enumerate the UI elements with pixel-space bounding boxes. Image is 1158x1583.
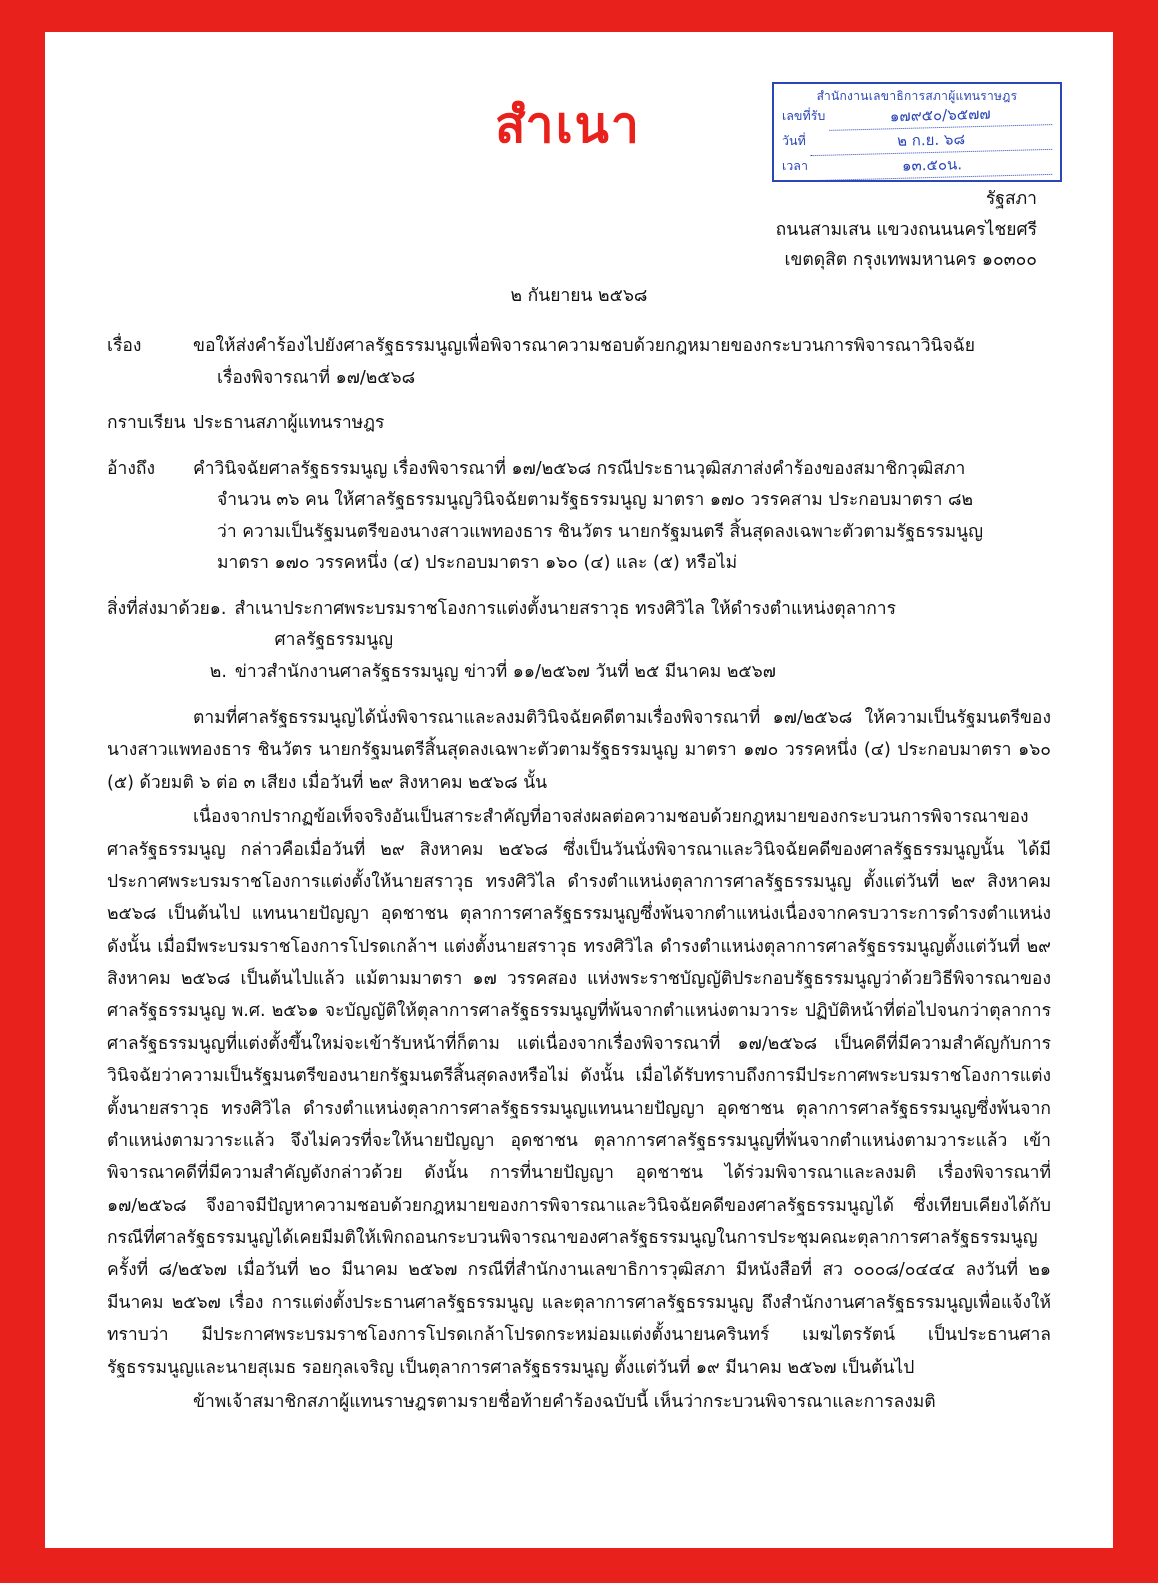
reference-line-4: มาตรา ๑๗๐ วรรคหนึ่ง (๔) ประกอบมาตรา ๑๖๐ (๔) และ (๕) หรือไม่: [217, 553, 738, 573]
copy-stamp: สำเนา: [495, 96, 641, 154]
subject-value: [193, 331, 1051, 394]
receipt-stamp-date-row: [782, 130, 1052, 153]
reference-line-2: จำนวน ๓๖ คน ให้ศาลรัฐธรรมนูญวินิจฉัยตามรัฐธรรมนูญ มาตรา ๑๗๐ วรรคสาม ประกอบมาตรา ๘๒: [217, 490, 974, 510]
enclosure-item: [210, 594, 1051, 657]
document-date: ๒ กันยายน ๒๕๖๘: [510, 286, 648, 306]
receipt-stamp: [772, 82, 1062, 182]
enclosure-text-main: ข่าวสำนักงานศาลรัฐธรรมนูญ ข่าวที่ ๑๑/๒๕๖๗ วันที่ ๒๕ มีนาคม ๒๕๖๗: [234, 661, 776, 682]
enclosure-text: [235, 657, 1051, 689]
document-paper: [45, 32, 1113, 1548]
enclosure-row: [107, 594, 1051, 689]
enclosure-number: ๒.: [209, 661, 227, 682]
reference-line-1: คำวินิจฉัยศาลรัฐธรรมนูญ เรื่องพิจารณาที่ ๑๗/๒๕๖๘ กรณีประธานวุฒิสภาส่งคำร้องของสมาชิกวุฒิสภา: [193, 458, 966, 479]
subject-label: เรื่อง: [107, 336, 142, 356]
addressee-label: กราบเรียน: [107, 413, 186, 433]
receipt-number-value: ๑๗๙๕๐/๖๕๗๗: [829, 102, 1052, 131]
subject-row: [107, 331, 1051, 394]
enclosure-text: [234, 594, 1051, 657]
enclosure-list: [210, 594, 1051, 689]
receipt-date-value: ๒ ก.ย. ๖๘: [810, 127, 1053, 156]
receipt-stamp-office: สำนักงานเลขาธิการสภาผู้แทนราษฎร: [816, 89, 1018, 103]
reference-value: [193, 454, 1051, 580]
addressee-value: ประธานสภาผู้แทนราษฎร: [193, 413, 385, 433]
document-body: [107, 702, 1051, 1418]
receipt-stamp-number-row: [782, 105, 1052, 128]
receipt-time-label: เวลา: [782, 157, 808, 173]
reference-label: อ้างถึง: [107, 458, 156, 479]
body-paragraph-1: ตามที่ศาลรัฐธรรมนูญได้นั่งพิจารณาและลงมติวินิจฉัยคดีตามเรื่องพิจารณาที่ ๑๗/๒๕๖๘ ให้ความเป็นรัฐมนตรีของนางสาวแพทองธาร ชินวัตร นายกรัฐมนตรีสิ้นสุดลงเฉพาะตัวตามรัฐธรรมนูญ มาตรา ๑๗๐ วรรคหนึ่ง (๔) ประกอบมาตรา ๑๖๐ (๕) ด้วยมติ ๖ ต่อ ๓ เสียง เมื่อวันที่ ๒๙ สิงหาคม ๒๕๖๘ นั้น: [107, 708, 1051, 793]
enclosure-number: ๑.: [209, 598, 227, 619]
sender-address: [776, 184, 1037, 276]
addressee-row: [107, 408, 1051, 440]
enclosure-item: [210, 657, 1051, 689]
enclosure-label: สิ่งที่ส่งมาด้วย: [107, 598, 210, 619]
reference-line-3: ว่า ความเป็นรัฐมนตรีของนางสาวแพทองธาร ชินวัตร นายกรัฐมนตรี สิ้นสุดลงเฉพาะตัวตามรัฐธรรมนูญ: [217, 521, 984, 542]
body-tail-line: ข้าพเจ้าสมาชิกสภาผู้แทนราษฎรตามรายชื่อท้ายคำร้องฉบับนี้ เห็นว่ากระบวนพิจารณาและการลงมติ: [193, 1391, 936, 1412]
receipt-date-label: วันที่: [782, 133, 806, 149]
sender-org: รัฐสภา: [985, 189, 1037, 209]
receipt-stamp-time-row: [782, 155, 1052, 178]
receipt-number-label: เลขที่รับ: [782, 108, 826, 124]
document-header: [107, 72, 1051, 277]
subject-line-2: เรื่องพิจารณาที่ ๑๗/๒๕๖๘: [217, 367, 416, 388]
sender-address-line1: ถนนสามเสน แขวงถนนนครไชยศรี: [775, 219, 1037, 240]
enclosure-text-main: สำเนาประกาศพระบรมราชโองการแต่งตั้งนายสราวุธ ทรงศิวิไล ให้ดำรงตำแหน่งตุลาการ: [234, 598, 897, 619]
enclosure-text-sub: ศาลรัฐธรรมนูญ: [274, 630, 394, 650]
reference-row: [107, 454, 1051, 580]
receipt-time-value: ๑๓.๕๐น.: [812, 152, 1053, 181]
body-paragraph-2: เนื่องจากปรากฏข้อเท็จจริงอันเป็นสาระสำคัญที่อาจส่งผลต่อความชอบด้วยกฎหมายของกระบวนการพิจารณาของศาลรัฐธรรมนูญ กล่าวคือเมื่อวันที่ ๒๙ สิงหาคม ๒๕๖๘ ซึ่งเป็นวันนั่งพิจารณาและวินิจฉัยคดีของศาลรัฐธรรมนูญนั้น ได้มีประกาศพระบรมราชโองการแต่งตั้งให้นายสราวุธ ทรงศิวิไล ดำรงตำแหน่งตุลาการศาลรัฐธรรมนูญ ตั้งแต่วันที่ ๒๙ สิงหาคม ๒๕๖๘ เป็นต้นไป แทนนายปัญญา อุดชาชน ตุลาการศาลรัฐธรรมนูญซึ่งพ้นจากตำแหน่งเนื่องจากครบวาระการดำรงตำแหน่ง ดังนั้น เมื่อมีพระบรมราชโองการโปรดเกล้าฯ แต่งตั้งนายสราวุธ ทรงศิวิไล ดำรงตำแหน่งตุลาการศาลรัฐธรรมนูญตั้งแต่วันที่ ๒๙ สิงหาคม ๒๕๖๘ เป็นต้นไปแล้ว แม้ตามมาตรา ๑๗ วรรคสอง แห่งพระราชบัญญัติประกอบรัฐธรรมนูญว่าด้วยวิธีพิจารณาของศาลรัฐธรรมนูญ พ.ศ. ๒๕๖๑ จะบัญญัติให้ตุลาการศาลรัฐธรรมนูญที่พ้นจากตำแหน่งตามวาระ ปฏิบัติหน้าที่ต่อไปจนกว่าตุลาการศาลรัฐธรรมนูญที่แต่งตั้งขึ้นใหม่จะเข้ารับหน้าที่ก็ตาม แต่เนื่องจากเรื่องพิจารณาที่ ๑๗/๒๕๖๘ เป็นคดีที่มีความสำคัญกับการวินิจฉัยว่าความเป็นรัฐมนตรีของนายกรัฐมนตรีสิ้นสุดลงหรือไม่ ดังนั้น เมื่อได้รับทราบถึงการมีประกาศพระบรมราชโองการแต่งตั้งนายสราวุธ ทรงศิวิไล ดำรงตำแหน่งตุลาการศาลรัฐธรรมนูญแทนนายปัญญา อุดชาชน ตุลาการศาลรัฐธรรมนูญซึ่งพ้นจากตำแหน่งตามวาระแล้ว จึงไม่ควรที่จะให้นายปัญญา อุดชาชน ตุลาการศาลรัฐธรรมนูญที่พ้นจากตำแหน่งตามวาระแล้ว เข้าพิจารณาคดีที่มีความสำคัญดังกล่าวด้วย ดังนั้น การที่นายปัญญา อุดชาชน ได้ร่วมพิจารณาและลงมติ เรื่องพิจารณาที่ ๑๗/๒๕๖๘ จึงอาจมีปัญหาความชอบด้วยกฎหมายของการพิจารณาและวินิจฉัยคดีของศาลรัฐธรรมนูญได้ ซึ่งเทียบเคียงได้กับกรณีที่ศาลรัฐธรรมนูญได้เคยมีมติให้เพิกถอนกระบวนพิจารณาของศาลรัฐธรรมนูญในการประชุมคณะตุลาการศาลรัฐธรรมนูญ ครั้งที่ ๘/๒๕๖๗ เมื่อวันที่ ๒๐ มีนาคม ๒๕๖๗ กรณีที่สำนักงานเลขาธิการวุฒิสภา มีหนังสือที่ สว ๐๐๐๘/๐๔๔๔ ลงวันที่ ๒๑ มีนาคม ๒๕๖๗ เรื่อง การแต่งตั้งประธานศาลรัฐธรรมนูญ และตุลาการศาลรัฐธรรมนูญ ถึงสำนักงานศาลรัฐธรรมนูญเพื่อแจ้งให้ทราบว่า มีประกาศพระบรมราชโองการโปรดเกล้าโปรดกระหม่อมแต่งตั้งนายนครินทร์ เมฆไตรรัตน์ เป็นประธานศาลรัฐธรรมนูญและนายสุเมธ รอยกุลเจริญ เป็นตุลาการศาลรัฐธรรมนูญ ตั้งแต่วันที่ ๑๙ มีนาคม ๒๕๖๗ เป็นต้นไป: [107, 807, 1051, 1378]
sender-address-line2: เขตดุสิต กรุงเทพมหานคร ๑๐๓๐๐: [784, 250, 1037, 271]
subject-line-1: ขอให้ส่งคำร้องไปยังศาลรัฐธรรมนูญเพื่อพิจารณาความชอบด้วยกฎหมายของกระบวนการพิจารณาวินิจฉัย: [193, 336, 975, 356]
